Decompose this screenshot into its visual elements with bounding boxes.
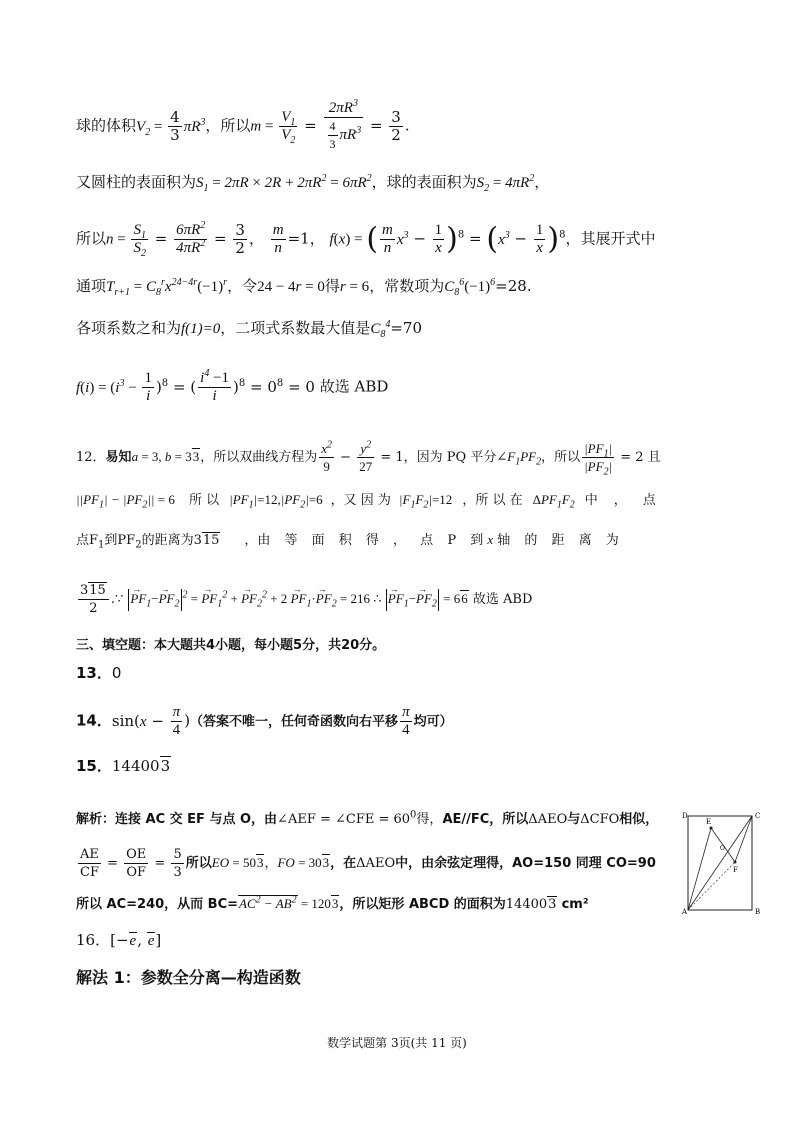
math-c86: $C_8^6(-1)^6$	[444, 277, 496, 298]
frac-pf1-pf2: $\frac{|PF_1|}{|PF_2|}$	[584, 441, 613, 478]
text: 到PF	[104, 533, 136, 548]
frac-pi-4: $\frac{\pi}{4}$	[172, 704, 181, 738]
text: AE//FC，所以	[442, 812, 529, 827]
answer: 14400	[111, 757, 160, 775]
math-ab: a = 3, b = 33	[131, 449, 200, 464]
text: ，所 以 在	[462, 493, 523, 508]
math-x: x	[487, 532, 494, 547]
line-fi: $f(i) = (i^3$ − $\frac{1}{i}$ )$^8$ = ( $\frac{i^4 -1}{i}$ )$^8 = 0^8 = 0$ 故选 ABD	[76, 368, 389, 404]
math-c84: $C_8^4$	[370, 319, 391, 340]
text: 所以	[185, 856, 212, 871]
label-e: E	[706, 818, 712, 826]
text: ，所以双曲线方程为	[200, 450, 318, 465]
frac-oe-of: $\frac{OE}{OF}$	[126, 847, 147, 880]
text: 通项	[76, 277, 107, 295]
math-m: m =	[250, 118, 274, 135]
math-area: 144003	[505, 897, 557, 912]
rectangle-figure	[682, 808, 764, 916]
text: 相似，	[619, 812, 659, 827]
text: 轴 的 距 离 为	[497, 533, 619, 548]
math-s1: $S_1 = 2\pi R \times 2R + 2\pi R^2 = 6\pi R^2$	[196, 173, 372, 194]
math-diff: $||PF_1| - |PF_2|| = 6$	[76, 492, 175, 511]
math-f1: f(1)=0	[181, 321, 221, 337]
label-c: C	[755, 812, 761, 820]
text: 与	[567, 812, 581, 827]
math-aeo2: ΔAEO	[356, 856, 396, 871]
math-fx: f(x) =	[329, 231, 367, 248]
text: 点F	[76, 533, 99, 548]
text: ，	[248, 229, 264, 248]
frac-6pir2: $\frac{6\pi R^2}{4\pi R^2}$	[176, 220, 206, 256]
frac-1-x: $\frac{1}{x}$	[434, 222, 443, 256]
math-cfo: ΔCFO	[580, 812, 620, 827]
text: （答案不唯一，任何奇函数向右平移	[190, 714, 399, 730]
frac-3-2: $\frac{3}{2}$	[391, 108, 401, 144]
text: 且	[647, 450, 661, 465]
label-d: D	[682, 812, 688, 820]
frac-ae-cf: $\frac{AE}{CF}$	[80, 847, 99, 880]
text: 所以 AC=240，从而 BC=	[76, 897, 239, 912]
q13	[76, 663, 121, 683]
text: 所 以	[188, 493, 220, 508]
text: 均可）	[413, 714, 453, 730]
text: ，令	[227, 277, 258, 295]
frac-5-3: $\frac{5}{3}$	[173, 847, 182, 880]
line-n-ratio: 所以n = $\frac{S_1}{S_2}$ = $\frac{6\pi R^2}{4\pi R^2}$ = $\frac{3}{2}$ ， $\frac{m}{n}$ =1， f(x) = ( $\frac{m}{n}$ $x^3$ − $\frac{1}{x}$ )$^8 = (x^3$ − $\frac{1}{x}$ )$^8$，其展开式中	[76, 220, 656, 259]
math-fi: $f(i) = (i^3$ −	[76, 377, 141, 396]
math-angle: $\angle F_1PF_2$	[496, 449, 542, 468]
math-sqrt15: 15	[202, 533, 220, 548]
text: 所以	[76, 229, 107, 248]
text: 又圆柱的表面积为	[76, 173, 197, 191]
math-s2: $S_2 = 4\pi R^2$	[476, 173, 535, 194]
line-q12: 12．易知a = 3, b = 33，所以双曲线方程为 $\frac{x^2}{9}$ − $\frac{y^2}{27}$ = 1，因为 PQ 平分$\angle F_1PF_2$，所以 $\frac{|PF_1|}{|PF_2|}$ = 2 且	[76, 439, 661, 478]
line-sphere-volume: 球的体积$V_2$ = $\frac{4}{3}$ $\pi R^3$，所以m = $\frac{V_1}{V_2}$ = $2\pi R^3$ $\frac{4}{3}$ $\pi R^3$ = $\frac{3}{2}$ .	[76, 98, 410, 151]
q15	[76, 756, 171, 776]
frac-1-i: $\frac{1}{i}$	[144, 370, 152, 404]
text: ，常数项为	[369, 277, 445, 295]
text: ，所以	[541, 450, 581, 465]
math-pir3: $\pi R^3$	[183, 116, 206, 135]
question-number: 12．	[76, 450, 106, 465]
frac-pi-4b: $\frac{\pi}{4}$	[402, 704, 410, 738]
question-number: 13．	[76, 664, 112, 682]
frac-i4: $\frac{i^4 -1}{i}$	[200, 368, 230, 404]
label-a: A	[682, 908, 688, 916]
math-pf-values: $|PF_1|=12,|PF_2|=6$	[229, 492, 323, 511]
math-eo: EO = 503	[211, 855, 264, 870]
math-f1f2: $|F_1F_2|=12$	[398, 492, 453, 511]
text: .	[404, 116, 410, 135]
math-n: n =	[106, 231, 126, 248]
math-r6: r = 6	[339, 279, 370, 295]
text: ，其展开式中	[565, 229, 656, 248]
q16	[76, 930, 161, 951]
math-angles: ∠AEF = ∠CFE = $60^0$	[277, 809, 417, 827]
frac-y2-27: $\frac{y^2}{27}$	[359, 439, 373, 474]
text: ，因为 PQ 平分	[403, 450, 497, 465]
method-title: 解法 1：参数全分离—构造函数	[76, 968, 301, 987]
unit: cm²	[561, 897, 589, 912]
frac-v1-v2: $\frac{V_1}{V_2}$	[281, 109, 296, 146]
text: =28.	[495, 277, 532, 295]
math-bc: $AC^2 - AB^2 = 1203$	[239, 894, 339, 911]
text: 得	[324, 277, 340, 295]
line-q12-4: $\frac{315}{2}$ .∵ → $PF_1-\to PF_2^2$ = → $PF_1^2$ + → $PF_2^2 + 2 \to PF_1\cdot\to PF_2 = 216$ ∴ → $PF_1-\to PF_2 = 66$ 故选 ABD	[76, 582, 532, 617]
solution-line-1	[76, 810, 658, 830]
frac-1-x2: $\frac{1}{x}$	[535, 222, 544, 256]
text: 得，	[416, 812, 443, 827]
math-v2: $V_2$ =	[136, 118, 163, 138]
text: =70	[390, 319, 422, 337]
line-q12-2	[76, 490, 672, 511]
solution-line-2: $\frac{AE}{CF}$ = $\frac{OE}{OF}$ = $\frac{5}{3}$ 所以EO = 503，FO = 303，在ΔAEO中，由余弦定理得，AO=150 同理 CO=90	[80, 847, 656, 880]
line-cylinder-surface	[76, 172, 549, 193]
frac-2pir3: $2\pi R^3$ $\frac{4}{3}$ $\pi R^3$	[324, 100, 364, 153]
frac-3sqrt15-2: $\frac{315}{2}$	[78, 582, 109, 617]
text: ，二项式系数最大值是	[220, 319, 371, 337]
question-number: 15．	[76, 757, 112, 775]
text: 解析：连接 AC 交 EF 与点 O，由	[76, 812, 278, 827]
question-number: 16．	[76, 931, 111, 949]
text: ，	[534, 173, 550, 191]
math-sqrt3: 3	[160, 757, 171, 775]
frac-4-3: $\frac{4}{3}$	[170, 108, 180, 144]
page-footer: 数学试题第 3页(共 11 页)	[327, 1036, 467, 1050]
text: ，	[309, 229, 325, 248]
line-coef-sum	[76, 318, 422, 339]
text: 的距离为3	[141, 533, 202, 548]
text: ，由 等 面 积 得 ， 点 P 到	[244, 533, 484, 548]
math-aeo: ΔAEO	[528, 812, 568, 827]
question-number: 14．	[76, 711, 112, 730]
frac-x2-9: $\frac{x^2}{9}$	[321, 439, 333, 474]
math-interval: [−e, e]	[110, 931, 162, 949]
line-q12-3: 点$F_1$到$PF_2$的距离为315 ，由 等 面 积 得 ， 点 P 到 x 轴 的 距 离 为	[76, 532, 619, 551]
math-eq: 24 − 4r = 0	[257, 279, 325, 295]
math-triangle: $\Delta PF_1F_2$	[532, 492, 575, 511]
answer: 0	[111, 664, 122, 682]
text: ，	[264, 856, 278, 871]
text: ，球的表面积为	[371, 173, 477, 191]
text: ，所以矩形 ABCD 的面积为	[339, 897, 506, 912]
text: ，在	[330, 856, 357, 871]
frac-3-2b: $\frac{3}{2}$	[235, 221, 245, 257]
text: 故选 ABD	[319, 377, 389, 396]
math-vector-eq: → $PF_1-\to PF_2^2$ = → $PF_1^2$ + → $PF_2^2 + 2 \to PF_1\cdot\to PF_2 = 216$ ∴ → $PF_1-\to PF_2 = 66$	[127, 591, 468, 606]
line-general-term	[76, 276, 532, 297]
frac-s1-s2: $\frac{S_1}{S_2}$	[133, 222, 146, 259]
label-o: O	[720, 845, 725, 852]
text: ，又 因 为	[330, 493, 391, 508]
solution-line-3	[76, 894, 589, 915]
text: ，所以	[205, 116, 251, 135]
math-sin: sin(x −	[111, 711, 169, 730]
text: 中，点	[584, 493, 672, 508]
text: 各项系数之和为	[76, 319, 182, 337]
text: 故选 ABD	[472, 592, 533, 607]
text: 易知	[105, 450, 132, 465]
frac-m-n: $\frac{m}{n}$	[272, 222, 284, 256]
text: 中，由余弦定理得，AO=150 同理 CO=90	[395, 856, 656, 871]
label-f: F	[733, 866, 738, 874]
label-b: B	[755, 908, 761, 916]
section-title: 三、填空题：本大题共4小题，每小题5分，共20分。	[76, 638, 386, 653]
q14: 14．sin(x − $\frac{\pi}{4}$ )（答案不唯一，任何奇函数向右平移 $\frac{\pi}{4}$ 均可）	[76, 704, 453, 738]
text: 球的体积	[76, 116, 137, 135]
frac-m-n2: $\frac{m}{n}$	[382, 222, 393, 256]
math-fo: FO = 303	[277, 855, 330, 870]
math-term: $T_{r+1} = C_8^rx^{24-4r}(-1)^r$	[106, 277, 228, 298]
